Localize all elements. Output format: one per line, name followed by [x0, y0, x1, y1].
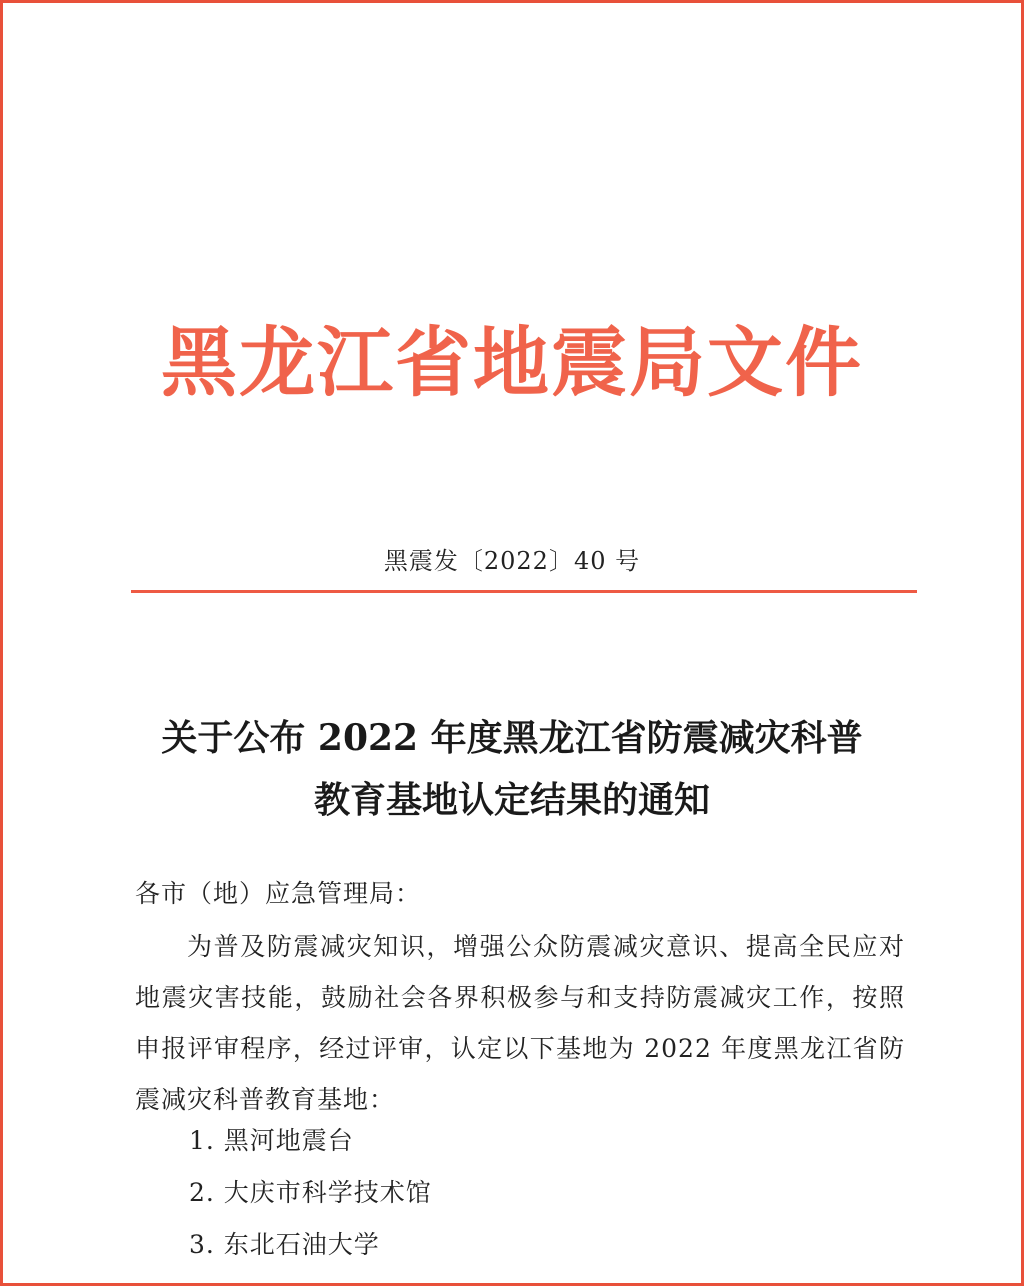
list-item: 3. 东北石油大学: [189, 1230, 380, 1259]
list-item: 2. 大庆市科学技术馆: [189, 1178, 432, 1207]
body-paragraph: 为普及防震减灾知识，增强公众防震减灾意识、提高全民应对地震灾害技能，鼓励社会各界积极参与和支持防震减灾工作，按照申报评审程序，经过评审，认定以下基地为 2022 年度黑龙江省防震减灾科普教育基地：: [135, 932, 905, 1114]
salutation: 各市（地）应急管理局：: [135, 879, 422, 908]
list-item: 1. 黑河地震台: [189, 1126, 354, 1155]
base-list: [189, 1115, 432, 1271]
notice-title: [3, 707, 1021, 831]
document-number: 黑震发〔2022〕40 号: [383, 547, 641, 575]
document-masthead: 黑龙江省地震局文件: [161, 318, 863, 407]
red-divider-line: [131, 590, 917, 593]
notice-title-line-2: 教育基地认定结果的通知: [313, 779, 710, 821]
notice-title-line-1: 关于公布 2022 年度黑龙江省防震减灾科普: [161, 717, 863, 759]
